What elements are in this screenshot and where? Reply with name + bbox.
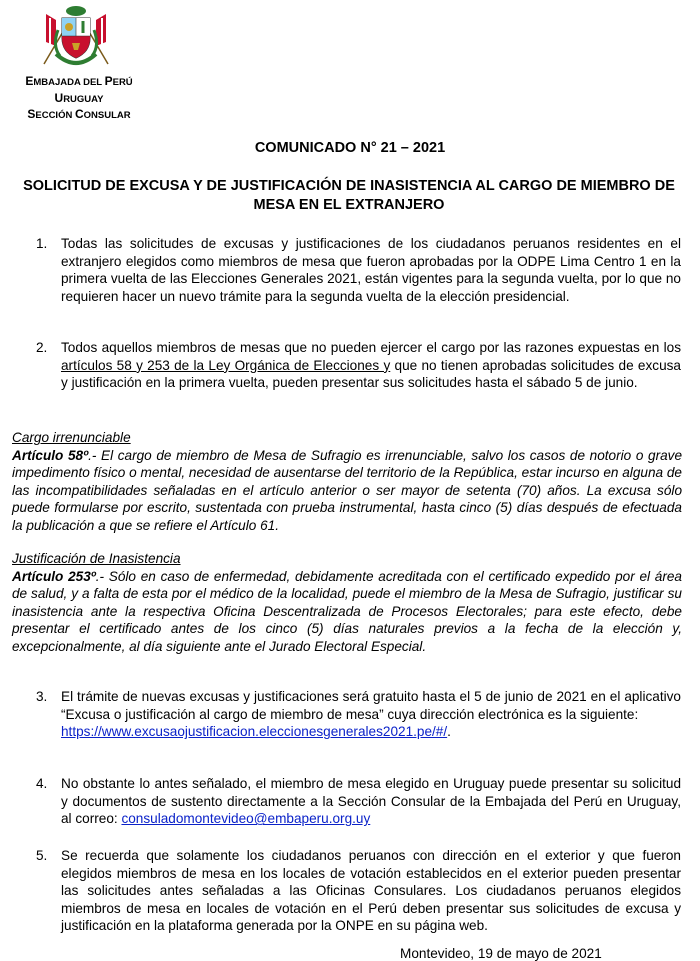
- law-articles-reference: artículos 58 y 253 de la Ley Orgánica de Elecciones y: [61, 357, 391, 373]
- law-article-253: Justificación de Inasistencia Artículo 253º.- Sólo en caso de enfermedad, debidamente acreditada con el certificado expedido por el área de salud, y a falta de esta por el médico de la localidad, puede el miembro de la Mesa de Sufragio, justificar su inasistencia ante la respectiva Oficina Descentralizada de Procesos Electorales; para este efecto, debe presentar el certificado antes de los cinco (5) días naturales previos a la fecha de la elección y, excepcionalmente, al día siguiente ante el Jurado Electoral Especial.: [12, 551, 682, 654]
- item-text: No obstante lo antes señalado, el miembro de mesa elegido en Uruguay puede presentar su solicitud y documentos de sustento directamente a la Sección Consular de la Embajada del Perú en Uruguay, al correo: consuladomontevideo@embaperu.org.uy: [61, 776, 681, 827]
- item-number: 4.: [36, 776, 48, 791]
- date-line: Montevideo, 19 de mayo de 2021: [400, 946, 602, 961]
- article-label: Artículo 58º: [12, 447, 89, 463]
- item-text: El trámite de nuevas excusas y justificaciones será gratuito hasta el 5 de junio de 2021 en el aplicativo “Excusa o justificación al cargo de miembro de mesa” cuya dirección electrónica es la siguiente: https://www.excusaojustificacion.eleccionesgenerales2021.pe/#/.: [61, 689, 681, 740]
- item-text: Se recuerda que solamente los ciudadanos peruanos con dirección en el exterior y que fueron elegidos miembros de mesa en los locales de votación establecidos en el exterior pueden presentar las solicitudes antes señaladas a las Oficinas Consulares. Los ciudadanos peruanos elegidos miembros de mesa en locales de votación en el Perú deben presentar sus solicitudes de excusa y justificación en la plataforma generada por la ONPE en su página web.: [61, 848, 681, 934]
- org-line-1: EMBAJADA DEL PERÚ: [25, 74, 133, 88]
- peru-coat-of-arms-icon: [42, 2, 110, 72]
- excusa-link[interactable]: https://www.excusaojustificacion.eleccionesgenerales2021.pe/#/: [61, 724, 448, 740]
- org-line-3: SECCIÓN CONSULAR: [27, 107, 131, 121]
- item-number: 2.: [36, 340, 48, 355]
- org-line-2: URUGUAY: [54, 90, 104, 105]
- item-number: 5.: [36, 848, 48, 863]
- article-label: Artículo 253º: [12, 568, 96, 584]
- document-subtitle: SOLICITUD DE EXCUSA Y DE JUSTIFICACIÓN DE INASISTENCIA AL CARGO DE MIEMBRO DE MESA EN EL EXTRANJERO: [23, 178, 675, 213]
- document-title: COMUNICADO N° 21 – 2021: [254, 140, 446, 156]
- item-text: Todas las solicitudes de excusas y justificaciones de los ciudadanos peruanos residentes en el extranjero elegidos como miembros de mesa que fueron aprobadas por la ODPE Lima Centro 1 en la primera vuelta de las Elecciones Generales 2021, están vigentes para la segunda vuelta, por lo que no requieren hacer un nuevo trámite para la segunda vuelta de la elección presidencial.: [61, 236, 681, 304]
- item-text: Todos aquellos miembros de mesas que no pueden ejercer el cargo por las razones expuestas en los artículos 58 y 253 de la Ley Orgánica de Elecciones y que no tienen aprobadas solicitudes de excusa y justificación en la primera vuelta, pueden presentar sus solicitudes hasta el sábado 5 de junio.: [61, 340, 681, 391]
- law-heading: Justificación de Inasistencia: [12, 551, 181, 566]
- law-article-58: Cargo irrenunciable Artículo 58º.- El cargo de miembro de Mesa de Sufragio es irrenunciable, salvo los casos de notorio o grave impedimento físico o mental, necesidad de ausentarse del territorio de la República, estar incurso en alguna de las incompatibilidades señaladas en el artículo anterior o ser mayor de setenta (70) años. La excusa sólo puede formularse por escrito, sustentada con prueba instrumental, hasta cinco (5) días después de efectuada la publicación a que se refiere el Artículo 61.: [12, 430, 683, 533]
- list-item-1: [36, 235, 681, 305]
- list-item-5: [36, 847, 681, 935]
- list-item-4: [36, 775, 681, 828]
- list-item-2: [36, 339, 681, 392]
- item-number: 3.: [36, 689, 48, 704]
- law-heading: Cargo irrenunciable: [12, 430, 131, 445]
- embassy-name: [0, 74, 158, 124]
- list-item-3: [36, 688, 681, 741]
- item-number: 1.: [36, 236, 48, 251]
- email-link[interactable]: consuladomontevideo@embaperu.org.uy: [121, 811, 371, 827]
